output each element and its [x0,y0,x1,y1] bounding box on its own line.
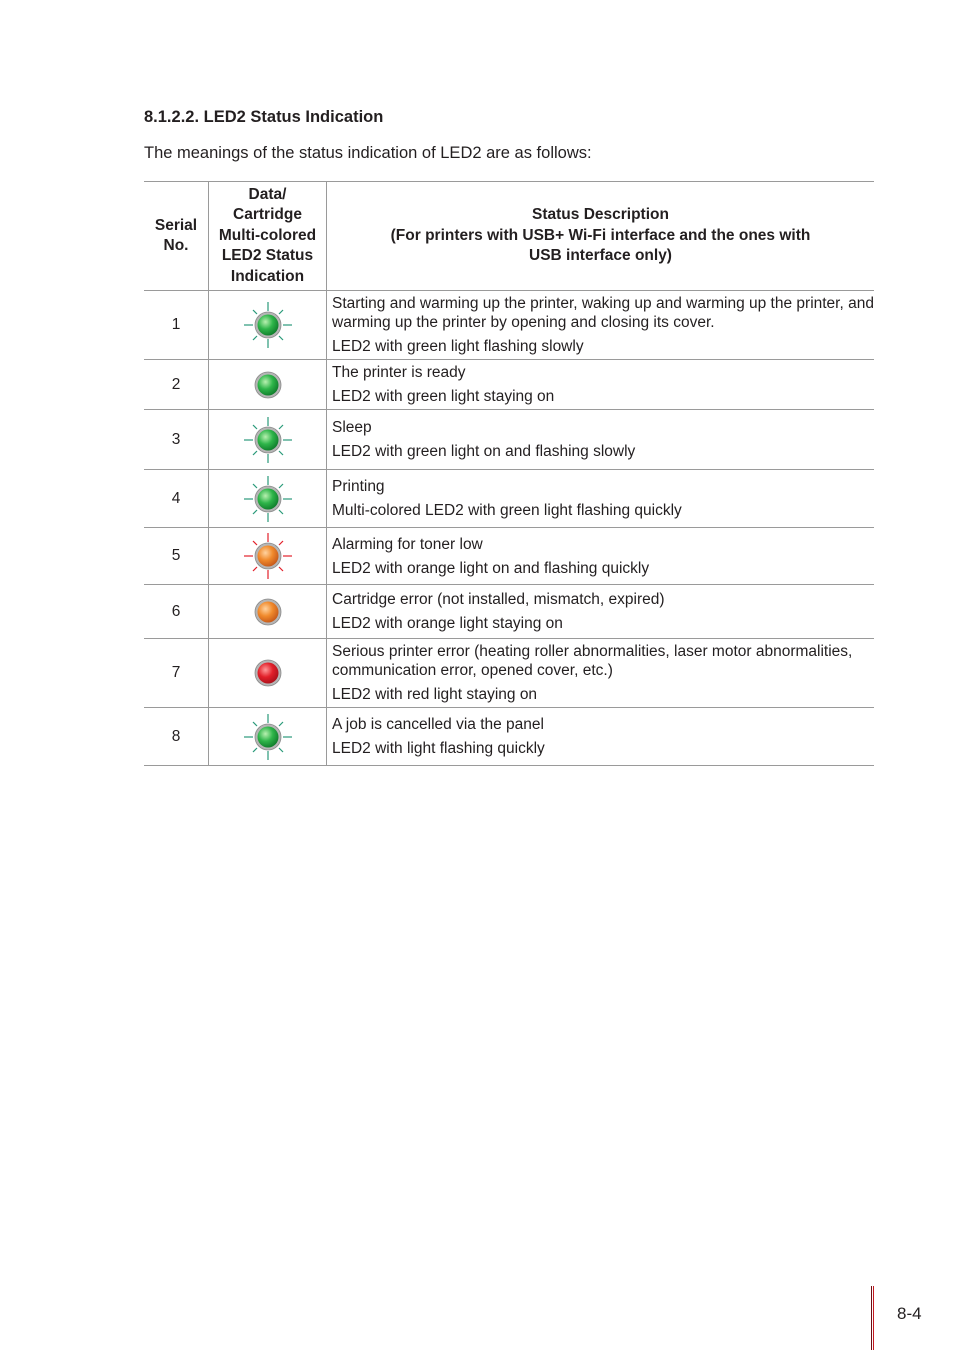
status-description [327,639,875,708]
status-description [327,360,875,410]
led-cell [209,708,327,766]
page-number: 8-4 [897,1304,922,1323]
serial-no: 1 [144,291,209,360]
led-ray [279,567,283,571]
section-heading: 8.1.2.2. LED2 Status Indication [144,108,384,126]
led-ray [279,748,283,752]
table-header-row [144,182,874,291]
led-detail: LED2 with green light flashing slowly [332,338,584,355]
serial-no: 5 [144,528,209,585]
led-detail: LED2 with green light staying on [332,388,555,405]
status-text: The printer is ready [332,364,466,381]
led-bulb [257,663,278,684]
led-bulb [257,429,278,450]
led-ray [279,541,283,545]
led-bulb [257,315,278,336]
led-cell [209,639,327,708]
led-detail: Multi-colored LED2 with green light flashing quickly [332,502,682,519]
led-detail: LED2 with orange light staying on [332,615,563,632]
led-ray [279,336,283,340]
led-bulb [257,488,278,509]
serial-no: 2 [144,360,209,410]
led-flashing-green-icon [241,298,295,352]
led-ray [279,425,283,429]
header-serial-no: Serial No. [144,182,209,291]
status-description [327,291,875,360]
table-row [144,291,874,360]
led-bulb [257,374,278,395]
led-flashing-green-icon [241,472,295,526]
led-cell [209,410,327,470]
led-cell [209,360,327,410]
status-description [327,470,875,528]
led-solid-red-icon [241,653,295,693]
status-text: A job is cancelled via the panel [332,716,544,733]
status-text: Printing [332,478,385,495]
led-ray [253,451,257,455]
led-ray [253,748,257,752]
led-flashing-green-icon [241,413,295,467]
table-row [144,360,874,410]
serial-no: 6 [144,585,209,639]
led-ray [279,484,283,488]
led-cell [209,291,327,360]
led-bulb [257,726,278,747]
led-detail: LED2 with green light on and flashing slowly [332,443,636,460]
led-bulb [257,546,278,567]
led-ray [279,722,283,726]
led-ray [279,451,283,455]
status-description [327,708,875,766]
table-row [144,585,874,639]
led-cell [209,470,327,528]
header-led-indication: Data/ Cartridge Multi-colored LED2 Status Indication [209,182,327,291]
table-row [144,708,874,766]
status-text: Starting and warming up the printer, waking up and warming up the printer, and warming up the printer by opening and closing its cover. [332,295,874,331]
led-ray [253,541,257,545]
status-description [327,585,875,639]
table-row [144,410,874,470]
led-detail: LED2 with light flashing quickly [332,740,545,757]
status-description [327,528,875,585]
serial-no: 8 [144,708,209,766]
led-ray [279,310,283,314]
led-ray [253,510,257,514]
led-ray [253,722,257,726]
led-detail: LED2 with orange light on and flashing quickly [332,559,650,577]
table-row [144,528,874,585]
serial-no: 4 [144,470,209,528]
status-text: Alarming for toner low [332,535,483,553]
led-ray [279,510,283,514]
led-solid-green-icon [241,365,295,405]
status-description [327,410,875,470]
header-status-description: Status Description (For printers with USB+ Wi-Fi interface and the ones with USB interface only) [327,182,875,291]
led-cell [209,528,327,585]
intro-text: The meanings of the status indication of LED2 are as follows: [144,144,592,162]
led-flashing-orange-icon [241,529,295,583]
led-ray [253,567,257,571]
led-detail: LED2 with red light staying on [332,686,538,703]
table-row [144,639,874,708]
status-text: Serious printer error (heating roller abnormalities, laser motor abnormalities, communication error, opened cover, etc.) [332,643,853,679]
status-text: Cartridge error (not installed, mismatch, expired) [332,591,665,608]
led-ray [253,425,257,429]
status-text: Sleep [332,419,372,436]
serial-no: 7 [144,639,209,708]
led-bulb [257,601,278,622]
led-cell [209,585,327,639]
serial-no: 3 [144,410,209,470]
led-ray [253,310,257,314]
page-accent-bar [871,1286,874,1350]
led-ray [253,484,257,488]
table-row [144,470,874,528]
led2-status-table [144,181,874,766]
led-solid-orange-icon [241,592,295,632]
led-flashing-green-icon [241,710,295,764]
led-ray [253,336,257,340]
